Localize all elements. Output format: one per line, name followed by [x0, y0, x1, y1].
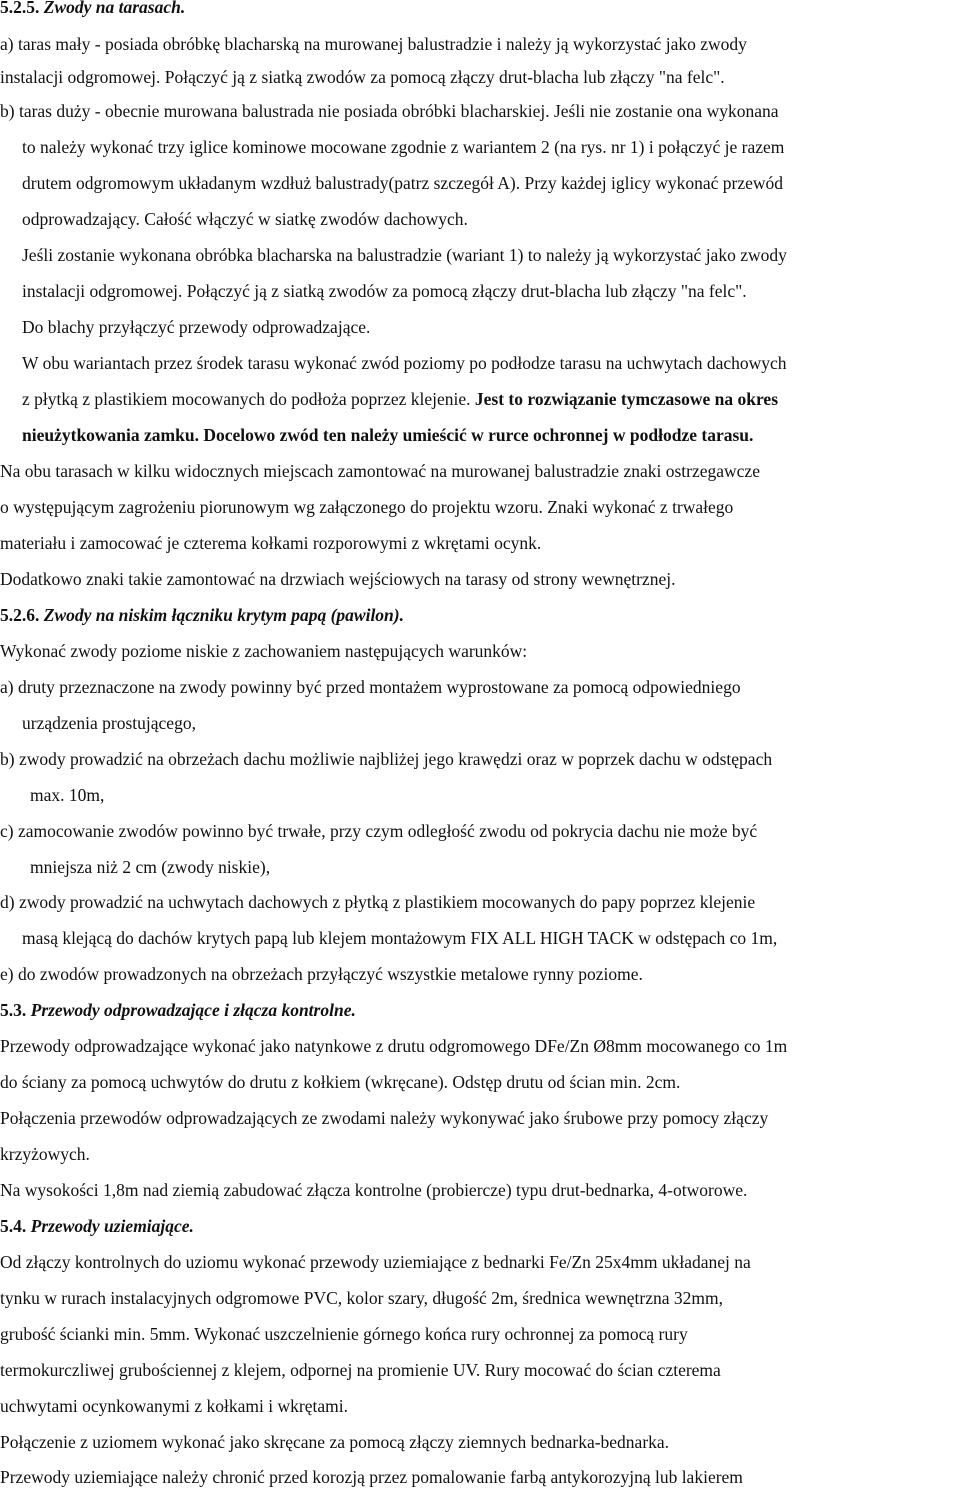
text-run: z płytką z plastikiem mocowanych do podłoża poprzez klejenie.: [22, 389, 475, 409]
section-heading-5-3: [0, 999, 356, 1021]
list-item: b) zwody prowadzić na obrzeżach dachu możliwie najbliżej jego krawędzi oraz w poprzek dachu w odstępach: [0, 749, 773, 769]
text-line: Wykonać zwody poziome niskie z zachowaniem następujących warunków:: [0, 641, 528, 661]
list-item-continuation: max. 10m,: [30, 785, 105, 805]
text-line: Przewody uziemiające należy chronić przed korozją przez pomalowanie farbą antykorozyjną lub lakierem: [0, 1467, 743, 1487]
text-line: uchwytami ocynkowanymi z kołkami i wkrętami.: [0, 1396, 348, 1416]
text-line: Połączenie z uziomem wykonać jako skręcane za pomocą złączy ziemnych bednarka-bednarka.: [0, 1432, 670, 1452]
list-item-continuation: urządzenia prostującego,: [22, 713, 196, 733]
text-line: grubość ścianki min. 5mm. Wykonać uszczelnienie górnego końca rury ochronnej za pomocą rury: [0, 1324, 688, 1344]
text-line: materiału i zamocować je czterema kołkami rozporowymi z wkrętami ocynk.: [0, 533, 542, 553]
text-line: to należy wykonać trzy iglice kominowe mocowane zgodnie z wariantem 2 (na rys. nr 1) i połączyć je razem: [22, 137, 785, 157]
section-title: Przewody uziemiające.: [30, 1216, 194, 1236]
text-line: Do blachy przyłączyć przewody odprowadzające.: [22, 317, 371, 337]
text-line: W obu wariantach przez środek tarasu wykonać zwód poziomy po podłodze tarasu na uchwytach dachowych: [22, 353, 787, 373]
text-line: Przewody odprowadzające wykonać jako natynkowe z drutu odgromowego DFe/Zn Ø8mm mocowanego co 1m: [0, 1036, 788, 1056]
text-line: krzyżowych.: [0, 1144, 90, 1164]
list-item: d) zwody prowadzić na uchwytach dachowych z płytką z plastikiem mocowanych do papy poprzez klejenie: [0, 892, 756, 912]
text-line: b) taras duży - obecnie murowana balustrada nie posiada obróbki blacharskiej. Jeśli nie zostanie ona wykonana: [0, 101, 779, 121]
list-item: e) do zwodów prowadzonych na obrzeżach przyłączyć wszystkie metalowe rynny poziome.: [0, 964, 643, 984]
text-line: Od złączy kontrolnych do uziomu wykonać przewody uziemiające z bednarki Fe/Zn 25x4mm układanej na: [0, 1252, 751, 1272]
list-item-continuation: masą klejącą do dachów krytych papą lub klejem montażowym FIX ALL HIGH TACK w odstępach co 1m,: [22, 928, 778, 948]
text-line: odprowadzający. Całość włączyć w siatkę zwodów dachowych.: [22, 209, 468, 229]
section-number: 5.2.5.: [0, 0, 44, 17]
section-number: 5.3.: [0, 1000, 31, 1020]
section-heading-5-4: [0, 1215, 194, 1237]
text-line: o występującym zagrożeniu piorunowym wg załączonego do projektu wzoru. Znaki wykonać z trwałego: [0, 497, 734, 517]
section-title: Przewody odprowadzające i złącza kontrolne.: [30, 1000, 356, 1020]
text-line: Połączenia przewodów odprowadzających ze zwodami należy wykonywać jako śrubowe przy pomocy złączy: [0, 1108, 769, 1128]
list-item: c) zamocowanie zwodów powinno być trwałe, przy czym odległość zwodu od pokrycia dachu nie może być: [0, 821, 758, 841]
text-line: instalacji odgromowej. Połączyć ją z siatką zwodów za pomocą złączy drut-blacha lub złączy "na felc".: [22, 281, 747, 301]
text-run-bold: Jest to rozwiązanie tymczasowe na okres: [474, 389, 779, 409]
section-heading-5-2-6: [0, 604, 404, 626]
text-line: Dodatkowo znaki takie zamontować na drzwiach wejściowych na tarasy od strony wewnętrznej.: [0, 569, 676, 589]
list-item: a) druty przeznaczone na zwody powinny być przed montażem wyprostowane za pomocą odpowiedniego: [0, 677, 741, 697]
text-line: tynku w rurach instalacyjnych odgromowe PVC, kolor szary, długość 2m, średnica wewnętrzna 32mm,: [0, 1288, 723, 1308]
section-number: 5.2.6.: [0, 605, 44, 625]
text-line: Na wysokości 1,8m nad ziemią zabudować złącza kontrolne (probiercze) typu drut-bednarka, 4-otworowe.: [0, 1180, 748, 1200]
text-line: drutem odgromowym układanym wzdłuż balustrady(patrz szczegół A). Przy każdej iglicy wykonać przewód: [22, 173, 784, 193]
section-number: 5.4.: [0, 1216, 31, 1236]
list-item-continuation: mniejsza niż 2 cm (zwody niskie),: [30, 857, 271, 877]
text-line: do ściany za pomocą uchwytów do drutu z kołkiem (wkręcane). Odstęp drutu od ścian min. 2cm.: [0, 1072, 681, 1092]
section-title: Zwody na tarasach.: [43, 0, 186, 17]
section-heading-5-2-5: [0, 0, 185, 18]
text-line-bold: nieużytkowania zamku. Docelowo zwód ten należy umieścić w rurce ochronnej w podłodze tarasu.: [22, 425, 754, 445]
text-line: Na obu tarasach w kilku widocznych miejscach zamontować na murowanej balustradzie znaki ostrzegawcze: [0, 461, 760, 481]
text-line: a) taras mały - posiada obróbkę blacharską na murowanej balustradzie i należy ją wykorzystać jako zwody: [0, 34, 747, 54]
text-line: [22, 388, 778, 410]
text-line: termokurczliwej grubościennej z klejem, odpornej na promienie UV. Rury mocować do ścian czterema: [0, 1360, 721, 1380]
text-line: Jeśli zostanie wykonana obróbka blacharska na balustradzie (wariant 1) to należy ją wykorzystać jako zwody: [22, 245, 787, 265]
text-line: instalacji odgromowej. Połączyć ją z siatką zwodów za pomocą złączy drut-blacha lub złączy "na felc".: [0, 67, 725, 87]
section-title: Zwody na niskim łączniku krytym papą (pawilon).: [43, 605, 404, 625]
